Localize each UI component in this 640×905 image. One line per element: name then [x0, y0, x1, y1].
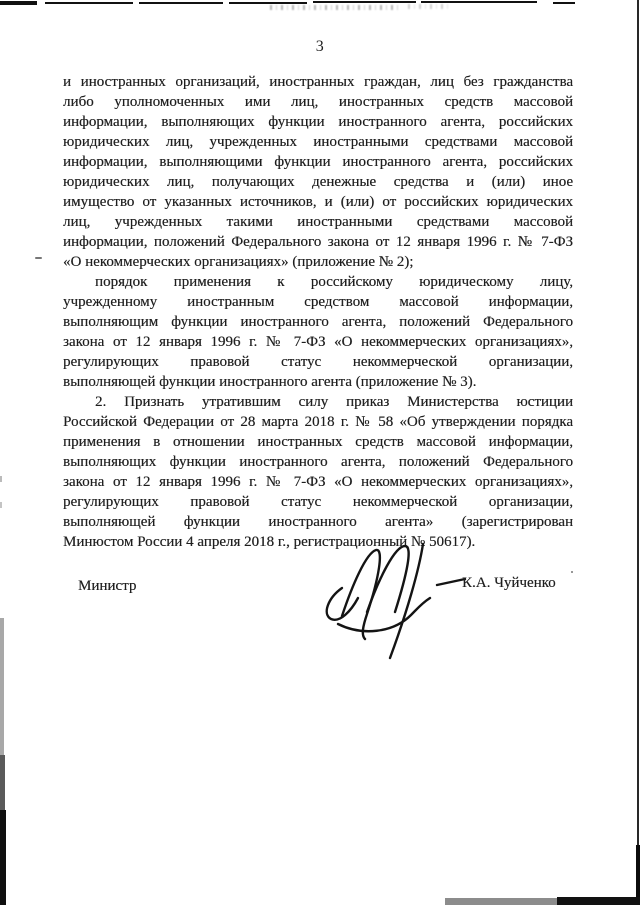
- text-line: Российской Федерации от 28 марта 2018 г. № 58 «Об утверждении порядка: [63, 414, 573, 430]
- text-line: «О некоммерческих организациях» (приложение № 2);: [63, 254, 414, 270]
- scan-speck: [571, 571, 573, 573]
- signer-title: Министр: [78, 578, 137, 594]
- scan-line-segment: [45, 2, 133, 4]
- text-line: порядок применения к российскому юридическому лицу,: [95, 274, 573, 290]
- scan-artifact-bottom-bar: [557, 897, 640, 905]
- scan-line-segment: [229, 2, 307, 4]
- scan-line-segment: [421, 1, 537, 3]
- signer-name: К.А. Чуйченко: [462, 575, 556, 591]
- scan-line-segment: [0, 1, 37, 5]
- scan-line-segment: [139, 2, 223, 4]
- text-line: закона от 12 января 1996 г. № 7-ФЗ «О некоммерческих организациях»,: [63, 474, 573, 490]
- scan-speck: [35, 257, 42, 259]
- text-line: применения в отношении иностранных средств массовой информации,: [63, 434, 573, 450]
- text-line: имущество от указанных источников, и (или) от российских юридических: [63, 194, 573, 210]
- document-body: [63, 72, 573, 552]
- text-line: регулирующих правовой статус некоммерческой организации,: [63, 494, 573, 510]
- text-line: информации, выполняющих функции иностранного агента, российских: [63, 114, 573, 130]
- scan-artifact-left-band: [0, 810, 6, 905]
- scan-line-segment: [553, 2, 575, 4]
- text-line: информации, положений Федерального закона от 12 января 1996 г. № 7-ФЗ: [63, 234, 573, 250]
- text-line: 2. Признать утратившим силу приказ Министерства юстиции: [95, 394, 573, 410]
- scan-artifact-left-tick: [0, 476, 2, 482]
- text-line: и иностранных организаций, иностранных граждан, лиц без гражданства: [63, 74, 573, 90]
- scan-artifact-left-tick: [0, 502, 2, 508]
- text-line: либо уполномоченных ими лиц, иностранных средств массовой: [63, 94, 573, 110]
- scan-artifact-bottom-bar: [445, 898, 558, 905]
- scan-artifact-left-band: [0, 618, 4, 755]
- text-line: учрежденному иностранным средством массовой информации,: [63, 294, 573, 310]
- page-number: 3: [315, 38, 325, 55]
- scan-smudge: [408, 4, 450, 9]
- scan-smudge: [270, 5, 398, 10]
- text-line: выполняющим функции иностранного агента, положений Федерального: [63, 314, 573, 330]
- text-line: информации, выполняющими функции иностранного агента, российских: [63, 154, 573, 170]
- text-line: лиц, учрежденных такими иностранными средствами массовой: [63, 214, 573, 230]
- text-line: регулирующих правовой статус некоммерческой организации,: [63, 354, 573, 370]
- text-line: юридических лиц, учрежденных иностранными средствами массовой: [63, 134, 573, 150]
- scan-artifact-right-edge-thick: [636, 845, 640, 905]
- text-line: выполняющей функции иностранного агента (приложение № 3).: [63, 374, 477, 390]
- handwritten-signature-icon: [318, 540, 478, 662]
- text-line: юридических лиц, получающих денежные средства и (или) иное: [63, 174, 573, 190]
- text-line: Минюстом России 4 апреля 2018 г., регистрационный № 50617).: [63, 534, 476, 550]
- text-line: закона от 12 января 1996 г. № 7-ФЗ «О некоммерческих организациях»,: [63, 334, 573, 350]
- text-line: выполняющей функции иностранного агента» (зарегистрирован: [63, 514, 573, 530]
- text-line: выполняющих функции иностранного агента, положений Федерального: [63, 454, 573, 470]
- scan-line-segment: [313, 1, 416, 3]
- scan-artifact-left-band: [0, 755, 5, 810]
- scan-artifact-right-edge: [637, 0, 639, 905]
